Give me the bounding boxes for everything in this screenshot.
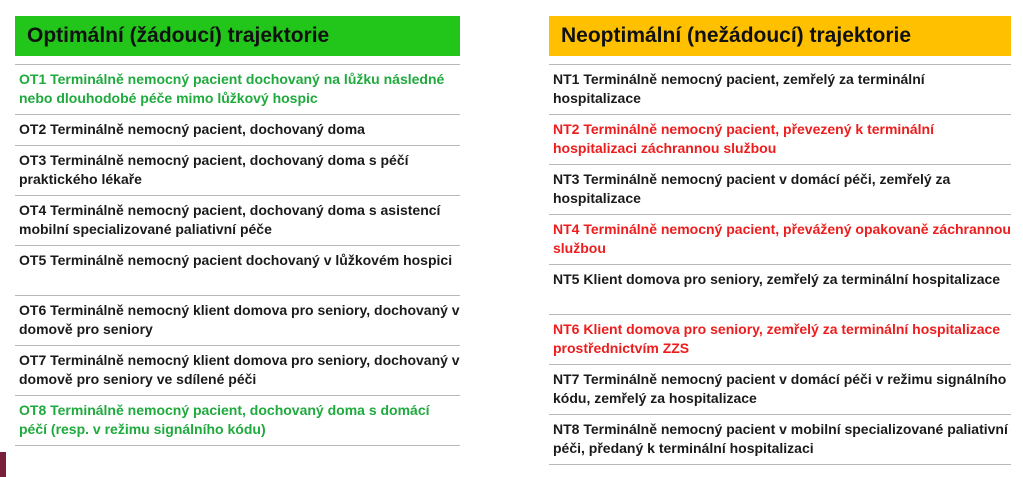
list-item-nt8: NT8 Terminálně nemocný pacient v mobilní specializované paliativní péči, předaný k terminální hospitalizaci [549, 415, 1011, 465]
optimal-header: Optimální (žádoucí) trajektorie [15, 16, 460, 56]
list-item-nt3: NT3 Terminálně nemocný pacient v domácí péči, zemřelý za hospitalizace [549, 165, 1011, 215]
list-item-ot2: OT2 Terminálně nemocný pacient, dochovaný doma [15, 115, 460, 146]
list-item-nt5: NT5 Klient domova pro seniory, zemřelý za terminální hospitalizace [549, 265, 1011, 315]
suboptimal-trajectories-column [549, 16, 1011, 465]
list-item-ot4: OT4 Terminálně nemocný pacient, dochovaný doma s asistencí mobilní specializované paliativní péče [15, 196, 460, 246]
suboptimal-header: Neoptimální (nežádoucí) trajektorie [549, 16, 1011, 56]
optimal-list [15, 64, 460, 446]
list-item-ot6: OT6 Terminálně nemocný klient domova pro seniory, dochovaný v domově pro seniory [15, 296, 460, 346]
optimal-trajectories-column [15, 16, 460, 446]
suboptimal-list [549, 64, 1011, 465]
list-item-ot5: OT5 Terminálně nemocný pacient dochovaný v lůžkovém hospici [15, 246, 460, 296]
list-item-nt1: NT1 Terminálně nemocný pacient, zemřelý za terminální hospitalizace [549, 65, 1011, 115]
list-item-ot3: OT3 Terminálně nemocný pacient, dochovaný doma s péčí praktického lékaře [15, 146, 460, 196]
list-item-ot8: OT8 Terminálně nemocný pacient, dochovaný doma s domácí péčí (resp. v režimu signálního kódu) [15, 396, 460, 446]
list-item-ot1: OT1 Terminálně nemocný pacient dochovaný na lůžku následné nebo dlouhodobé péče mimo lůžkový hospic [15, 65, 460, 115]
list-item-nt6: NT6 Klient domova pro seniory, zemřelý za terminální hospitalizace prostřednictvím ZZS [549, 315, 1011, 365]
corner-decoration [0, 452, 6, 477]
list-item-nt4: NT4 Terminálně nemocný pacient, převážený opakovaně záchrannou službou [549, 215, 1011, 265]
list-item-ot7: OT7 Terminálně nemocný klient domova pro seniory, dochovaný v domově pro seniory ve sdílené péči [15, 346, 460, 396]
list-item-nt7: NT7 Terminálně nemocný pacient v domácí péči v režimu signálního kódu, zemřelý za hospitalizace [549, 365, 1011, 415]
list-item-nt2: NT2 Terminálně nemocný pacient, převezený k terminální hospitalizaci záchrannou službou [549, 115, 1011, 165]
